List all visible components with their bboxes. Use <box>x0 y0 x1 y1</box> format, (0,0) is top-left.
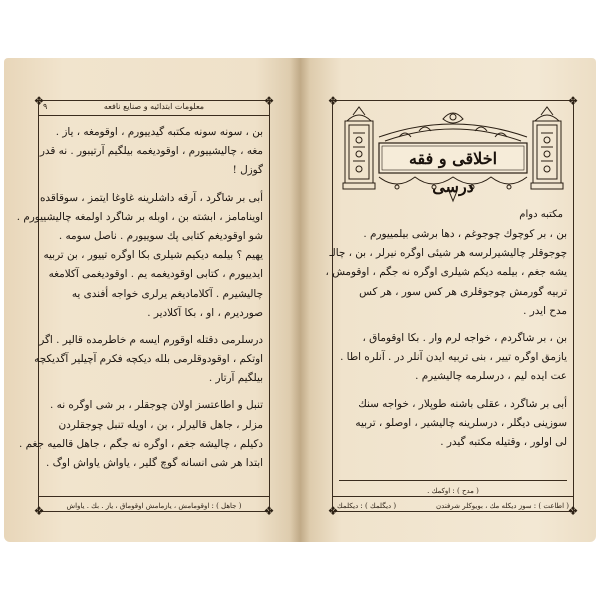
text-line: تنبل و اطاعتسز اولان چوجقلر ، بر شی اوگره نه . <box>50 399 263 412</box>
right-body-text <box>325 225 567 452</box>
ornament-corner-icon: ❖ <box>567 504 579 518</box>
text-line: چالیشیرم . آکلامادیغم یرلری خواجه أفندی یه <box>71 287 263 300</box>
text-line: بن ، بر کوچوك چوجوغم ، دها برشی بیلمییورم . <box>363 228 567 240</box>
text-line: یهیم ؟ بیلمه دیکیم شیلری بکا اوگره تییور ، بن تربیه <box>43 249 263 262</box>
footer-rule <box>333 496 573 497</box>
section-heading: مکتبه دوام <box>519 209 563 220</box>
text-line: بن ، بر شاگردم ، خواجه لرم وار . بکا اوقوماق ، <box>362 331 567 344</box>
ornament-corner-icon: ❖ <box>327 504 339 518</box>
left-footnote: ( جاهل ) : اوقومامش ، یازمامش اوقوماق ، یاز . بك . یاواش <box>66 502 242 510</box>
header-rule <box>39 115 269 116</box>
left-body-text <box>16 123 263 473</box>
text-line: مغه ، چالیشییورم ، اوقودیغمه بیلگیم آرتیبور . نه قدر <box>39 145 263 158</box>
left-page-frame <box>16 94 275 518</box>
text-line: بن ، سونه سونه مکتبه گیدییورم ، اوقومغه ، یاز . <box>55 126 263 138</box>
book-gutter <box>290 58 310 542</box>
page-number: ٩ <box>43 102 48 111</box>
ornament-corner-icon: ❖ <box>33 504 45 518</box>
text-line: اوتکم ، اوقودوقلرمی بلله دیکچه فکرم آچیلیر آگدیکچه <box>34 353 263 366</box>
footnote-obey: ( اطاعت ) : سوز دیکله مك ، بویوکلر شرفندن <box>436 502 569 510</box>
text-line: أبی بر شاگرد ، عقلی باشنه طوپلار ، خواجه سنك <box>358 397 567 410</box>
text-line: مزلر ، جاهل قالیرلر ، بن ، اویله تنبل چوجقلردن <box>58 418 263 431</box>
ornament-corner-icon: ❖ <box>263 504 275 518</box>
text-line: چوجوقلر چالیشیرلرسه هر شیئی اوگره نیرلر ، بن ، چالـ <box>329 247 567 260</box>
ornament-corner-icon: ❖ <box>567 94 579 108</box>
text-line: یازمق اوگره تییر ، بنی تربیه ایدن آنلر در . آنلره اطا . <box>340 351 567 364</box>
lesson-title: اخلاقی و فقه درسی <box>408 149 498 196</box>
ornament-corner-icon: ❖ <box>33 94 45 108</box>
footnote-rule <box>339 480 567 481</box>
text-line: صوردیرم ، او ، بکا آکلادیر . <box>147 306 263 319</box>
text-line: ایدییورم ، کتابی اوقودیغمه یم . اوقودیغمی آکلامغه <box>48 268 263 281</box>
text-line: أبی بر شاگرد ، آرقه داشلرینه غاوغا ایتمز ، سوقاقده <box>39 191 263 204</box>
text-line: شو اوقودیغم کتابی پك سوییورم . ناصل سومه . <box>58 229 263 242</box>
right-page <box>300 58 596 542</box>
text-line: تربیه گورمش چوجوقلری هر کس سور ، هر کس <box>359 285 567 298</box>
footer-rule <box>39 496 269 497</box>
text-line: مدح ایدر . <box>523 304 567 317</box>
ornament-corner-icon: ❖ <box>263 94 275 108</box>
text-line: درسلرمی دقتله اوقورم ایسه م خاطرمده قالیر . اگر <box>39 333 263 346</box>
text-line: اوینامامز ، ابشته بن ، اوبله بر شاگرد اولمغه چالیشییورم . <box>16 210 263 223</box>
book-spread <box>4 58 596 542</box>
text-line: دکیلم ، چالیشه جغم ، اوگره نه جگم ، جاهل قالمیه جغم . <box>18 437 263 450</box>
paragraph-gap <box>339 321 567 329</box>
right-footnote-2 <box>337 502 569 510</box>
running-head: معلومات ابتدائیه و صنایع نافعه <box>103 102 205 111</box>
right-page-frame <box>325 94 579 518</box>
text-line: سوزینی دیگلر ، درسلرینه چالیشیر ، اوصلو ، تربیه <box>355 416 567 429</box>
text-line: عت ایده لیم ، درسلرمه چالیشیرم . <box>415 370 567 383</box>
footnote-listen: ( دیگلمك ) : دیكلمك <box>337 502 397 510</box>
decorative-title-banner <box>339 107 567 203</box>
text-line: یشه جغم ، بیلمه دیکم شیلری اوگره نه جگم ، اوقومش ، <box>325 266 567 279</box>
paragraph-gap <box>45 181 263 189</box>
paragraph-gap <box>45 323 263 331</box>
right-footnote-1: ( مدح ) : اوکمك . <box>427 487 479 495</box>
left-page <box>4 58 300 542</box>
ornament-corner-icon: ❖ <box>327 94 339 108</box>
paragraph-gap <box>339 387 567 395</box>
text-line: ابتدا هر شی انسانه گوچ گلیر ، یاواش یاواش اوگ . <box>46 457 263 469</box>
text-line: لی اولور ، وقتیله مکتبه گیدر . <box>440 435 567 448</box>
paragraph-gap <box>45 388 263 396</box>
text-line: بیلگیم آرتار . <box>208 372 263 385</box>
text-line: گوزل ! <box>232 164 263 177</box>
